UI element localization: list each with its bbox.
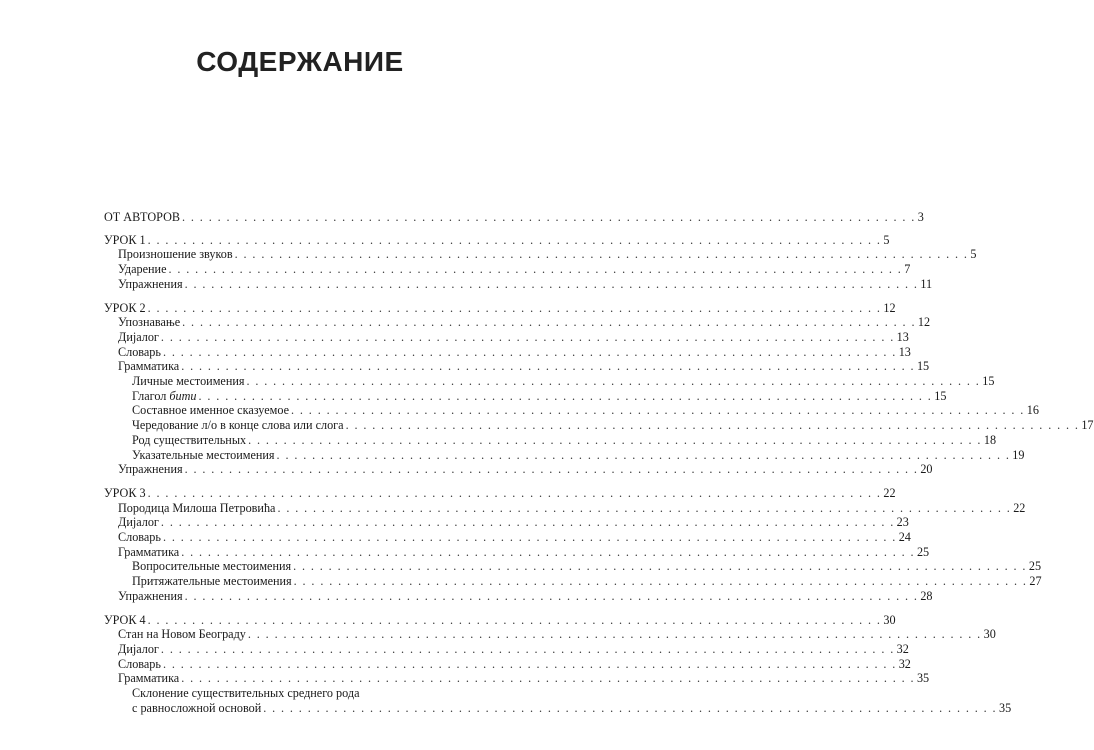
toc-entry[interactable] [104,329,909,345]
toc-entry-label [104,233,146,248]
toc-entry-label [118,277,183,292]
toc-page-number: 25 [1028,559,1042,574]
dot-leader: . . . . . . . . . . . . . . . . . . . . . . . . . . . . . . . . . . . . . . . . . . . . . . . . . . . . . . . . . . . . . . . . . . . . . . . . . . . . . . . . . . . [248,432,982,447]
toc-entry-label [118,345,161,360]
toc-entry[interactable] [104,447,1025,463]
toc-entry[interactable] [104,671,930,686]
dot-leader: . . . . . . . . . . . . . . . . . . . . . . . . . . . . . . . . . . . . . . . . . . . . . . . . . . . . . . . . . . . . . . . . . . . . . . . . . . . . . . . . . . . [293,574,1028,589]
toc-entry[interactable] [104,700,1012,716]
toc-entry-text: Дијалог [118,641,159,656]
toc-entry-text: Ударение [118,262,167,277]
toc-entry-text: УРОК 1 [104,232,146,247]
toc-entry[interactable] [104,315,931,330]
toc-page-number: 15 [982,374,995,389]
toc-entry-label [132,574,292,589]
toc-page-number: 11 [920,276,933,291]
toc-page-number: 32 [898,656,911,671]
toc-entry-label [118,462,183,477]
toc-entry-text: Грамматика [118,671,180,686]
dot-leader: . . . . . . . . . . . . . . . . . . . . . . . . . . . . . . . . . . . . . . . . . . . . . . . . . . . . . . . . . . . . . . . . . . . . . . . . . . . . . . . . . . . [198,388,933,403]
toc-entry-text: Упражнения [118,462,183,477]
toc-entry-text: Словарь [118,530,161,545]
dot-leader: . . . . . . . . . . . . . . . . . . . . . . . . . . . . . . . . . . . . . . . . . . . . . . . . . . . . . . . . . . . . . . . . . . . . . . . . . . . . . . . . . . . [160,641,895,656]
toc-entry-label [132,418,344,433]
toc-entry[interactable] [104,359,930,374]
toc-entry-label [104,210,180,225]
dot-leader: . . . . . . . . . . . . . . . . . . . . . . . . . . . . . . . . . . . . . . . . . . . . . . . . . . . . . . . . . . . . . . . . . . . . . . . . . . . . . . . . . . . [168,262,903,277]
toc-entry[interactable] [104,344,911,360]
toc-entry[interactable] [104,656,911,672]
toc-page-number: 28 [920,588,933,603]
toc-page-number: 30 [883,612,896,627]
toc-entry[interactable] [104,462,933,477]
toc-entry-text: Упражнения [118,588,183,603]
dot-leader: . . . . . . . . . . . . . . . . . . . . . . . . . . . . . . . . . . . . . . . . . . . . . . . . . . . . . . . . . . . . . . . . . . . . . . . . . . . . . . . . . . . [160,329,895,344]
toc-entry[interactable] [104,374,995,389]
toc-entry-text: УРОК 3 [104,485,146,500]
toc-entry-label [104,613,146,628]
toc-entry[interactable] [104,485,896,501]
dot-leader: . . . . . . . . . . . . . . . . . . . . . . . . . . . . . . . . . . . . . . . . . . . . . . . . . . . . . . . . . . . . . . . . . . . . . . . . . . . . . . . . . . . [184,462,919,477]
toc-section [104,210,924,225]
toc-entry-text: Притяжательные местоимения [132,574,292,589]
dot-leader: . . . . . . . . . . . . . . . . . . . . . . . . . . . . . . . . . . . . . . . . . . . . . . . . . . . . . . . . . . . . . . . . . . . . . . . . . . . . . . . . . . . [291,403,1025,418]
toc-entry-label [118,262,167,277]
dot-leader: . . . . . . . . . . . . . . . . . . . . . . . . . . . . . . . . . . . . . . . . . . . . . . . . . . . . . . . . . . . . . . . . . . . . . . . . . . . . . . . . . . . [184,276,919,291]
toc-entry[interactable] [104,559,1042,574]
toc-entry[interactable] [104,403,1039,418]
dot-leader: . . . . . . . . . . . . . . . . . . . . . . . . . . . . . . . . . . . . . . . . . . . . . . . . . . . . . . . . . . . . . . . . . . . . . . . . . . . . . . . . . . . [147,485,882,500]
toc-page-number: 5 [970,247,977,262]
toc-entry-label-line: Склонение существительных среднего рода [132,686,360,701]
toc-entry[interactable] [104,627,996,642]
toc-page-number: 32 [896,641,909,656]
dot-leader: . . . . . . . . . . . . . . . . . . . . . . . . . . . . . . . . . . . . . . . . . . . . . . . . . . . . . . . . . . . . . . . . . . . . . . . . . . . . . . . . . . . [247,627,982,642]
dot-leader: . . . . . . . . . . . . . . . . . . . . . . . . . . . . . . . . . . . . . . . . . . . . . . . . . . . . . . . . . . . . . . . . . . . . . . . . . . . . . . . . . . . [160,515,895,530]
toc-page-number: 15 [916,359,930,374]
toc-entry-text: Грамматика [118,544,180,559]
toc-section [104,485,1042,604]
dot-leader: . . . . . . . . . . . . . . . . . . . . . . . . . . . . . . . . . . . . . . . . . . . . . . . . . . . . . . . . . . . . . . . . . . . . . . . . . . . . . . . . . . . [162,344,897,359]
toc-entry[interactable] [104,232,890,248]
dot-leader: . . . . . . . . . . . . . . . . . . . . . . . . . . . . . . . . . . . . . . . . . . . . . . . . . . . . . . . . . . . . . . . . . . . . . . . . . . . . . . . . . . . [182,315,916,330]
toc-entry-label [118,359,179,374]
toc-page-number: 19 [1012,447,1025,462]
toc-entry-text: Дијалог [118,515,159,530]
toc-entry-text: Породица Милоша Петровића [118,500,276,515]
toc-entry-text: Дијалог [118,329,159,344]
dot-leader: . . . . . . . . . . . . . . . . . . . . . . . . . . . . . . . . . . . . . . . . . . . . . . . . . . . . . . . . . . . . . . . . . . . . . . . . . . . . . . . . . . . [162,530,897,545]
toc-entry-label [118,657,161,672]
toc-entry-label [104,301,146,316]
toc-entry-label [118,330,159,345]
toc-entry-label [132,433,246,448]
toc-page-number: 35 [916,671,930,686]
toc-page-number: 13 [898,344,911,359]
toc-entry[interactable] [104,544,930,560]
toc-entry-text: Личные местоимения [132,374,245,389]
toc-section [104,300,1094,477]
toc-entry[interactable] [104,262,911,277]
toc-entry[interactable] [104,515,909,530]
toc-page-number: 18 [983,432,997,447]
toc-page-number: 24 [898,530,911,545]
toc-entry-text: Глагол [132,388,167,403]
dot-leader: . . . . . . . . . . . . . . . . . . . . . . . . . . . . . . . . . . . . . . . . . . . . . . . . . . . . . . . . . . . . . . . . . . . . . . . . . . . . . . . . . . . [246,374,981,389]
toc-entry-text: Словарь [118,656,161,671]
toc-page-number: 5 [883,232,890,247]
toc-page-number: 12 [883,300,896,315]
table-of-contents [104,210,1094,725]
toc-entry-text: ОТ АВТОРОВ [104,210,181,224]
toc-entry-text: Произношение звуков [118,247,233,262]
toc-page-number: 7 [904,262,911,277]
toc-page-number: 22 [1013,500,1026,515]
toc-entry-label [118,589,183,604]
toc-entry[interactable] [104,500,1026,516]
dot-leader: . . . . . . . . . . . . . . . . . . . . . . . . . . . . . . . . . . . . . . . . . . . . . . . . . . . . . . . . . . . . . . . . . . . . . . . . . . . . . . . . . . . [263,700,997,715]
toc-section [104,612,1012,716]
toc-entry-text: Упражнения [118,276,183,291]
toc-section [104,232,977,292]
toc-entry[interactable] [104,574,1042,589]
toc-entry-label [132,559,291,574]
toc-page-number: 16 [1026,403,1039,418]
toc-page-number: 25 [916,544,930,559]
toc-entry[interactable] [104,641,909,657]
toc-page-number: 30 [983,627,996,642]
toc-page-number: 13 [896,329,909,344]
toc-entry-label [118,515,159,530]
dot-leader: . . . . . . . . . . . . . . . . . . . . . . . . . . . . . . . . . . . . . . . . . . . . . . . . . . . . . . . . . . . . . . . . . . . . . . . . . . . . . . . . . . . [345,418,1080,433]
toc-entry-label [118,530,161,545]
toc-entry[interactable] [104,247,977,262]
toc-entry-text: Стан на Новом Београду [118,627,246,642]
toc-entry-label [104,486,146,501]
toc-entry[interactable] [104,210,924,225]
dot-leader: . . . . . . . . . . . . . . . . . . . . . . . . . . . . . . . . . . . . . . . . . . . . . . . . . . . . . . . . . . . . . . . . . . . . . . . . . . . . . . . . . . . [181,359,915,374]
toc-entry[interactable] [104,588,933,604]
dot-leader: . . . . . . . . . . . . . . . . . . . . . . . . . . . . . . . . . . . . . . . . . . . . . . . . . . . . . . . . . . . . . . . . . . . . . . . . . . . . . . . . . . . [181,544,915,559]
toc-entry-text: УРОК 4 [104,612,146,627]
dot-leader: . . . . . . . . . . . . . . . . . . . . . . . . . . . . . . . . . . . . . . . . . . . . . . . . . . . . . . . . . . . . . . . . . . . . . . . . . . . . . . . . . . . [147,300,882,315]
toc-entry-text: Чередование л/о в конце слова или слога [132,418,344,433]
toc-entry[interactable] [104,432,997,448]
toc-entry-text: с равносложной основой [132,700,262,715]
dot-leader: . . . . . . . . . . . . . . . . . . . . . . . . . . . . . . . . . . . . . . . . . . . . . . . . . . . . . . . . . . . . . . . . . . . . . . . . . . . . . . . . . . . [293,559,1027,574]
toc-entry-label [118,545,179,560]
toc-entry-label [132,389,197,404]
toc-entry-text: Вопросительные местоимения [132,559,292,574]
toc-entry[interactable] [104,612,896,628]
toc-page-number: 20 [920,462,933,477]
toc-entry-text: Словарь [118,344,161,359]
dot-leader: . . . . . . . . . . . . . . . . . . . . . . . . . . . . . . . . . . . . . . . . . . . . . . . . . . . . . . . . . . . . . . . . . . . . . . . . . . . . . . . . . . . [181,671,915,686]
toc-entry-text: Составное именное сказуемое [132,403,290,418]
dot-leader: . . . . . . . . . . . . . . . . . . . . . . . . . . . . . . . . . . . . . . . . . . . . . . . . . . . . . . . . . . . . . . . . . . . . . . . . . . . . . . . . . . . [184,588,919,603]
toc-entry-text: УРОК 2 [104,300,146,315]
toc-entry[interactable] [104,418,1094,433]
toc-entry-label [118,642,159,657]
toc-entry-text: Указательные местоимения [132,447,275,462]
toc-entry-text: Род существительных [132,432,247,447]
toc-entry-italic-text: бити [169,388,197,403]
toc-entry-label [118,247,233,262]
dot-leader: . . . . . . . . . . . . . . . . . . . . . . . . . . . . . . . . . . . . . . . . . . . . . . . . . . . . . . . . . . . . . . . . . . . . . . . . . . . . . . . . . . . [277,500,1012,515]
toc-entry-label [118,501,275,516]
toc-entry-label [118,671,179,686]
toc-entry-label [132,403,289,418]
dot-leader: . . . . . . . . . . . . . . . . . . . . . . . . . . . . . . . . . . . . . . . . . . . . . . . . . . . . . . . . . . . . . . . . . . . . . . . . . . . . . . . . . . . [234,247,969,262]
dot-leader: . . . . . . . . . . . . . . . . . . . . . . . . . . . . . . . . . . . . . . . . . . . . . . . . . . . . . . . . . . . . . . . . . . . . . . . . . . . . . . . . . . . [162,656,897,671]
toc-entry-text: Упознавање [118,315,181,330]
toc-entry-label [118,315,180,330]
toc-page-number: 12 [917,315,931,330]
toc-entry-label [118,627,246,642]
toc-page-number: 22 [883,485,896,500]
toc-entry[interactable] [104,530,911,545]
dot-leader: . . . . . . . . . . . . . . . . . . . . . . . . . . . . . . . . . . . . . . . . . . . . . . . . . . . . . . . . . . . . . . . . . . . . . . . . . . . . . . . . . . . [182,210,916,224]
toc-entry-label [132,701,261,716]
toc-entry-label [132,448,275,463]
toc-page-number: 35 [998,700,1012,715]
toc-entry[interactable] [104,300,896,316]
toc-page-number: 3 [917,210,924,224]
toc-entry[interactable] [104,276,933,292]
page-title: СОДЕРЖАНИЕ [196,46,404,77]
toc-entry[interactable] [104,388,947,404]
dot-leader: . . . . . . . . . . . . . . . . . . . . . . . . . . . . . . . . . . . . . . . . . . . . . . . . . . . . . . . . . . . . . . . . . . . . . . . . . . . . . . . . . . . [147,612,882,627]
toc-entry-label [132,374,244,389]
dot-leader: . . . . . . . . . . . . . . . . . . . . . . . . . . . . . . . . . . . . . . . . . . . . . . . . . . . . . . . . . . . . . . . . . . . . . . . . . . . . . . . . . . . [276,447,1011,462]
toc-page-number: 17 [1081,418,1094,433]
dot-leader: . . . . . . . . . . . . . . . . . . . . . . . . . . . . . . . . . . . . . . . . . . . . . . . . . . . . . . . . . . . . . . . . . . . . . . . . . . . . . . . . . . . [147,232,882,247]
toc-page-number: 23 [896,515,909,530]
toc-page-number: 15 [934,388,947,403]
toc-page-number: 27 [1029,574,1042,589]
toc-entry-text: Грамматика [118,359,180,374]
